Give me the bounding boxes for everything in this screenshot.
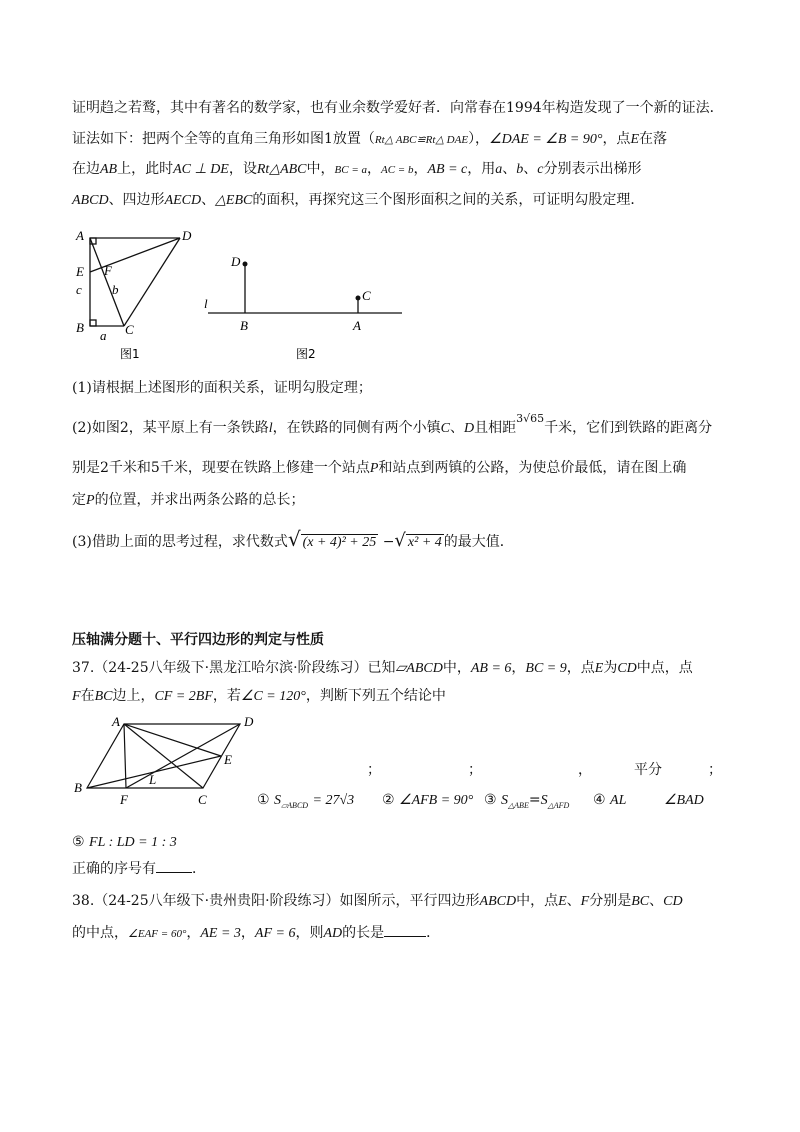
question-2-line-3: 定P的位置，并求出两条公路的总长； [72,492,305,508]
p37-pingfen: 平分 [634,762,662,778]
answer-blank-38[interactable] [384,922,426,937]
fig37-label-c: C [198,792,207,807]
question-1: (1)请根据上述图形的面积关系，证明勾股定理； [72,380,372,396]
fig2-label-b: B [240,318,248,333]
fig1-label-b: B [76,320,84,335]
problem-37-line-2: F在BC边上，CF = 2BF，若∠C = 120°，判断下列五个结论中 [72,688,446,704]
problem-38-line-2: 的中点，∠EAF = 60°，AE = 3，AF = 6，则AD的长是 ． [72,922,440,944]
question-2-line-1: (2)如图2，某平原上有一条铁路l，在铁路的同侧有两个小镇C、D且相距$^{3√65}$千米，它们到铁路的距离分 [72,412,713,436]
fig1-label-e: E [76,264,84,279]
fig1-right-angle-b [90,320,96,326]
figure-2 [198,250,408,362]
problem-37-line-1: 37.（24-25八年级下·黑龙江哈尔滨·阶段练习）已知▱ABCD中，AB = 6，BC = 9，点E为CD中点，点 [72,660,693,676]
fig2-label-d: D [231,254,241,269]
fig1-label-c: C [125,322,134,337]
intro-line-3: 在边AB上，此时AC ⊥ DE，设Rt△ABC中，BC = a，AC = b，AB = c，用a、b、c分别表示出梯形 [72,161,642,177]
fig1-label-d: D [182,228,192,243]
fig1-label-c-side: c [76,282,82,297]
p37-semicolon-2: ； [468,762,482,778]
answer-blank-37[interactable] [156,858,192,873]
fig37-segment-fd [126,724,240,788]
fig1-label-a: A [76,228,84,243]
fig37-label-d: D [244,714,254,729]
choice-5: ⑤ FL : LD = 1 : 3 [72,834,177,850]
fig37-label-b: B [74,780,82,795]
fig1-segment-ac [90,238,124,326]
fig37-segment-ae [124,724,221,756]
choice-3: ③ $S_{\triangle ABE}=S_{\triangle AFD}$ [484,792,570,810]
question-3: (3)借助上面的思考过程，求代数式√ (x + 4)² + 25 −√ x² + 4 的最大值． [72,527,514,551]
choice-2: ② ∠AFB = 90° [382,792,474,808]
problem-38-line-1: 38.（24-25八年级下·贵州贵阳·阶段练习）如图所示，平行四边形ABCD中，点E、F分别是BC、CD [72,893,683,909]
fig2-point-d [243,262,248,267]
choice-1: ① $S_{▱ABCD} = 27√3$ [257,792,355,810]
fig1-caption: 图1 [120,347,140,361]
figure-37 [70,712,270,812]
fig1-label-a-side: a [100,328,107,343]
intro-line-2: 证法如下：把两个全等的直角三角形如图1放置（Rt△ ABC≌Rt△ DAE），∠DAE = ∠B = 90°，点E在落 [72,131,667,147]
question-2-line-2: 别是2千米和5千米，现要在铁路上修建一个站点P和站点到两镇的公路，为使总价最低，请在图上确 [72,460,687,476]
fig2-label-a: A [353,318,361,333]
fig2-label-l: l [204,296,208,311]
fig37-segment-ac [124,724,203,788]
choice-4-angle: ∠BAD [664,793,704,808]
p37-semicolon-1: ； [367,762,381,778]
fig1-label-b-side: b [112,282,119,297]
problem-37-answer: 正确的序号有 ． [72,858,206,879]
fig1-segment-dc [124,238,180,326]
fig37-label-l: L [149,772,157,787]
p37-semicolon-3: ； [708,762,722,778]
p37-comma: ， [578,762,592,778]
fig2-label-c: C [362,288,371,303]
fig2-caption: 图2 [296,347,316,361]
fig37-label-a: A [112,714,120,729]
intro-line-4: ABCD、四边形AECD、△EBC的面积，再探究这三个图形面积之间的关系，可证明勾股定理． [72,192,645,208]
section-title: 压轴满分题十、平行四边形的判定与性质 [72,632,324,648]
fig37-label-e: E [224,752,232,767]
fig1-label-f: F [104,263,112,278]
intro-line-1: 证明趋之若鹜，其中有著名的数学家，也有业余数学爱好者．向常春在1994年构造发现了一个新的证法． [72,100,724,116]
figure-1 [70,222,210,362]
fig2-point-c [356,296,361,301]
fig37-label-f: F [120,792,128,807]
choice-4: ④ AL [593,792,627,808]
